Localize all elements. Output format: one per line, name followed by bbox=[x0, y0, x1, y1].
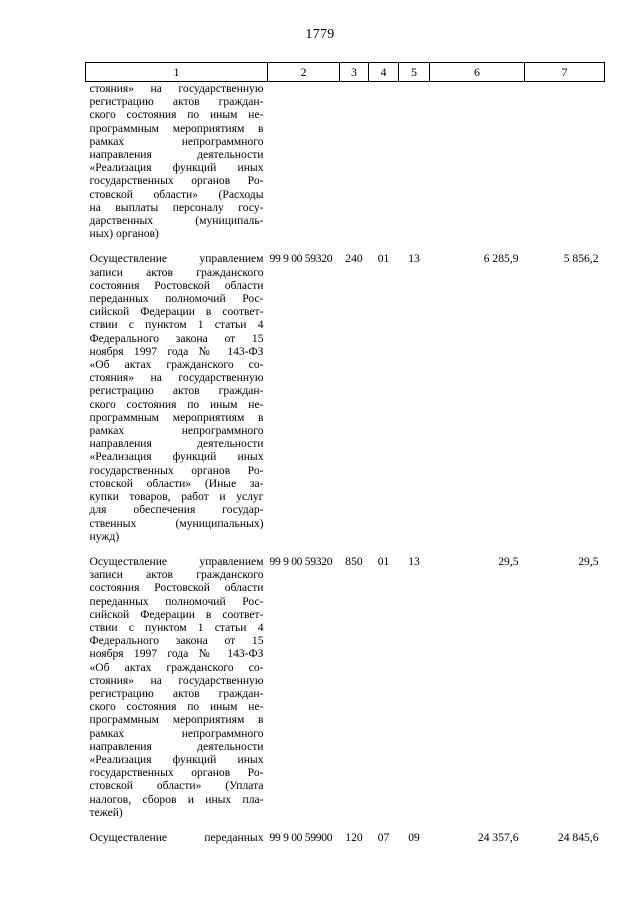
description-line: для обеспечения государ- bbox=[89, 503, 264, 517]
row-amount-year-1 bbox=[430, 82, 525, 247]
header-col-3: 3 bbox=[340, 63, 369, 82]
description-line: стояния» на государственную bbox=[89, 673, 264, 687]
row-subsection: 13 bbox=[408, 554, 420, 568]
description-line: переданных полномочий Рос- bbox=[89, 594, 264, 608]
header-row bbox=[86, 63, 605, 82]
table-row bbox=[86, 825, 605, 850]
header-col-6: 6 bbox=[430, 63, 525, 82]
description-line: ноября 1997 года № 143-ФЗ bbox=[89, 647, 264, 661]
description-line: сийской Федерации в соответ- bbox=[89, 607, 264, 621]
table-header bbox=[86, 63, 605, 82]
row-section: 07 bbox=[377, 830, 390, 844]
description-line: регистрацию актов граждан- bbox=[89, 384, 264, 398]
description-line: сийской Федерации в соответ- bbox=[89, 305, 264, 319]
description-line: ственных (муниципальных) bbox=[89, 516, 264, 530]
description-line: налогов, сборов и иных пла- bbox=[89, 792, 264, 806]
row-subsection bbox=[399, 82, 430, 247]
description-line: стовской области» (Расходы bbox=[89, 187, 264, 201]
description-line: «Об актах гражданского со- bbox=[89, 358, 264, 372]
description-line: Федерального закона от 15 bbox=[89, 331, 264, 345]
description-line: ноября 1997 года № 143-ФЗ bbox=[89, 344, 264, 358]
row-section: 01 bbox=[377, 554, 390, 568]
description-line: «Реализация функций иных bbox=[89, 161, 264, 175]
row-amount-year-2: 5 856,2 bbox=[563, 252, 599, 266]
description-line: государственных органов Ро- bbox=[89, 766, 264, 780]
header-col-1: 1 bbox=[86, 63, 268, 82]
description-line: программным мероприятиям в bbox=[89, 713, 264, 727]
row-subsection: 13 bbox=[408, 252, 420, 266]
description-line: записи актов гражданского bbox=[89, 568, 264, 582]
description-line: записи актов гражданского bbox=[89, 265, 264, 279]
row-target-code: 99 9 00 59320 bbox=[269, 252, 333, 266]
table-row bbox=[86, 246, 605, 548]
row-expense-type: 240 bbox=[345, 252, 363, 266]
description-line: направления деятельности bbox=[89, 739, 264, 753]
description-line: ных) органов) bbox=[89, 227, 159, 241]
table-row bbox=[86, 549, 605, 825]
description-line: рамках непрограммного bbox=[89, 726, 264, 740]
description-line: дарственных (муниципаль- bbox=[89, 214, 264, 228]
description-line: «Об актах гражданского со- bbox=[89, 660, 264, 674]
row-target-code bbox=[268, 82, 340, 247]
budget-table bbox=[85, 62, 605, 850]
row-description bbox=[86, 82, 268, 247]
table-body bbox=[86, 82, 605, 851]
description-line: стовской области» (Уплата bbox=[89, 779, 264, 793]
description-line: Осуществление управлением bbox=[89, 554, 264, 568]
description-line: «Реализация функций иных bbox=[89, 752, 264, 766]
description-line: программным мероприятиям в bbox=[89, 121, 264, 135]
header-col-2: 2 bbox=[268, 63, 340, 82]
description-line: состояния Ростовской области bbox=[89, 581, 264, 595]
row-section bbox=[369, 82, 399, 247]
description-line: на выплаты персоналу госу- bbox=[89, 200, 264, 214]
description-line: государственных органов Ро- bbox=[89, 463, 264, 477]
row-target-code: 99 9 00 59900 bbox=[269, 830, 333, 844]
description-line: ствии с пунктом 1 статьи 4 bbox=[89, 318, 264, 332]
row-amount-year-1: 6 285,9 bbox=[483, 252, 519, 266]
description-line: стояния» на государственную bbox=[89, 371, 264, 385]
row-amount-year-1: 29,5 bbox=[498, 554, 519, 568]
description-line: регистрацию актов граждан- bbox=[89, 95, 264, 109]
row-section: 01 bbox=[377, 252, 390, 266]
description-line: стовской области» (Иные за- bbox=[89, 476, 264, 490]
description-line: купки товаров, работ и услуг bbox=[89, 490, 264, 504]
row-expense-type: 120 bbox=[345, 830, 363, 844]
description-line: ского состояния по иным не- bbox=[89, 397, 264, 411]
description-line: тежей) bbox=[89, 805, 123, 819]
page-number: 1779 bbox=[305, 27, 335, 42]
row-amount-year-2: 24 845,6 bbox=[557, 830, 599, 844]
description-line: Осуществление переданных bbox=[89, 830, 264, 844]
row-description bbox=[86, 246, 268, 548]
description-line: Осуществление управлением bbox=[89, 252, 264, 266]
row-amount-year-2: 29,5 bbox=[578, 554, 599, 568]
row-target-code: 99 9 00 59320 bbox=[269, 554, 333, 568]
row-description bbox=[86, 549, 268, 825]
description-line: рамках непрограммного bbox=[89, 134, 264, 148]
description-line: направления деятельности bbox=[89, 148, 264, 162]
description-line: нужд) bbox=[89, 529, 120, 543]
description-line: программным мероприятиям в bbox=[89, 410, 264, 424]
description-line: Федерального закона от 15 bbox=[89, 634, 264, 648]
header-col-4: 4 bbox=[369, 63, 399, 82]
row-description bbox=[86, 825, 268, 850]
description-line: рамках непрограммного bbox=[89, 424, 264, 438]
description-line: государственных органов Ро- bbox=[89, 174, 264, 188]
description-line: ского состояния по иным не- bbox=[89, 700, 264, 714]
description-line: «Реализация функций иных bbox=[89, 450, 264, 464]
description-line: состояния Ростовской области bbox=[89, 278, 264, 292]
row-subsection: 09 bbox=[408, 830, 420, 844]
row-amount-year-2 bbox=[525, 82, 605, 247]
description-line: стояния» на государственную bbox=[89, 82, 264, 95]
description-line: ского состояния по иным не- bbox=[89, 108, 264, 122]
table-row bbox=[86, 82, 605, 247]
header-col-5: 5 bbox=[399, 63, 430, 82]
description-line: переданных полномочий Рос- bbox=[89, 292, 264, 306]
row-expense-type: 850 bbox=[345, 554, 363, 568]
description-line: ствии с пунктом 1 статьи 4 bbox=[89, 620, 264, 634]
row-expense-type bbox=[340, 82, 369, 247]
header-col-7: 7 bbox=[525, 63, 605, 82]
description-line: направления деятельности bbox=[89, 437, 264, 451]
row-amount-year-1: 24 357,6 bbox=[477, 830, 519, 844]
description-line: регистрацию актов граждан- bbox=[89, 686, 264, 700]
